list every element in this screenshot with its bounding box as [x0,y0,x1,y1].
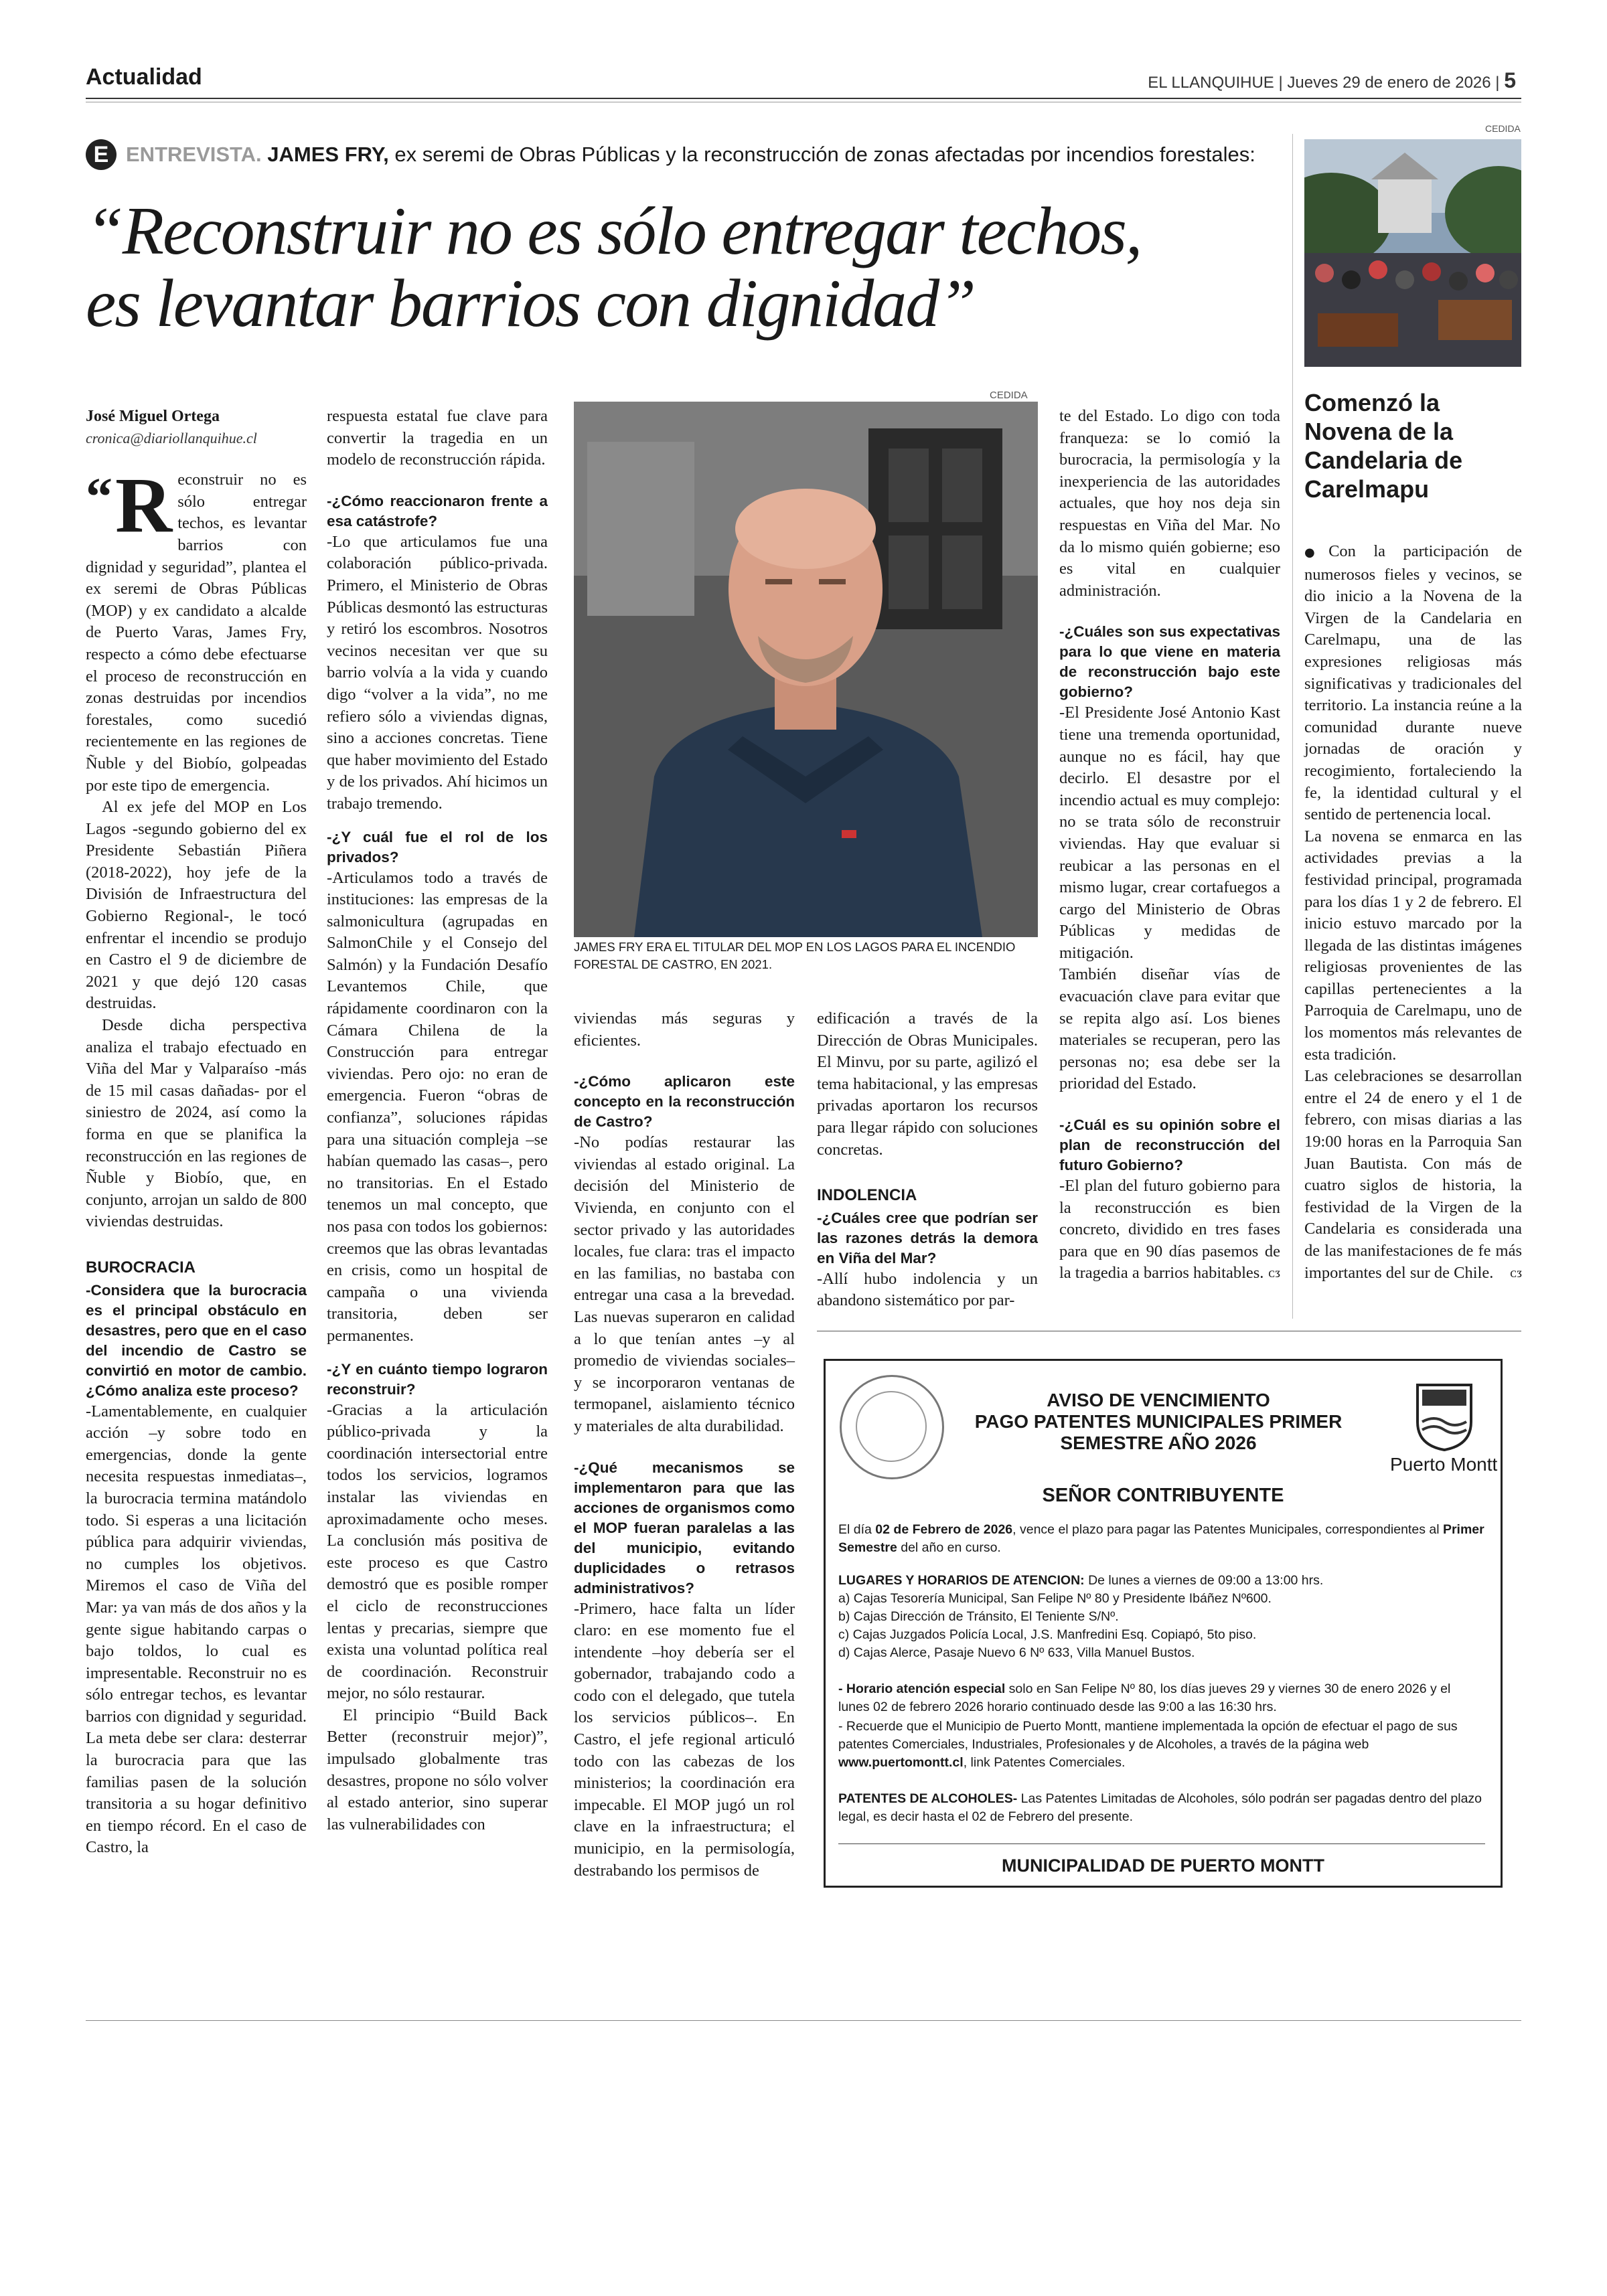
answer: -Lamentablemente, en cualquier acción –y sobre todo en emergencias, donde la gente necesita respuestas inmediatas–, la burocracia termina matándolo todo. Si esperas a una licitación pública para adquirir viviendas, no cumples los objetivos. Miremos el caso de Viña del Mar: ya van más de dos años y la gente sigue habitando carpas o bajo toldos, lo cual es impresentable. Reconstruir no es sólo entregar techos, es levantar barrios con dignidad y seguridad. La meta debe ser clara: desterrar la burocracia para que las familias pasen de la solución transitoria a su hogar definitivo en tiempo récord. En el caso de Castro, la [86,1402,307,1857]
footer-rule [86,2020,1521,2021]
bullet-icon: ● [1304,546,1329,560]
notice-special-hours [838,1680,1485,1716]
answer: -No podías restaurar las viviendas al estado original. La decisión del Ministerio de Vivienda, en conjunto con el sector privado y las autoridades locales, fue clara: tras el impacto en las familias, no bastaba con entregar una casa a la brevedad. Las nuevas superaron en calidad a lo que tenían antes –y al promedio de viviendas sociales– y se incorporaron ventanas de termopanel, aislamiento técnico y materiales de alta durabilidad. [574,1133,795,1435]
portrait-illustration [574,402,1038,937]
notice-title-line: PAGO PATENTES MUNICIPALES PRIMER [974,1411,1343,1432]
place-item: d) Cajas Alerce, Pasaje Nuevo 6 Nº 633, Villa Manuel Bustos. [838,1645,1195,1660]
question: -¿Cómo reaccionaron frente a esa catástrofe? [327,492,548,529]
photo-credit: CEDIDA [990,390,1028,401]
paragraph: viviendas más seguras y eficientes. [574,1009,795,1050]
text: De lunes a viernes de 09:00 a 13:00 hrs. [1084,1573,1324,1588]
headline-line-2: es levantar barrios con dignidad” [86,266,975,341]
special-label: - Horario atención especial [838,1682,1006,1696]
masthead [1148,68,1516,93]
notice-title [924,1390,1393,1454]
place-item: a) Cajas Tesorería Municipal, San Felipe Nº 80 y Presidente Ibáñez Nº600. [838,1591,1272,1606]
question: -Considera que la burocracia es el principal obstáculo en desastres, pero que en el caso del incendio de Castro se convirtió en motor de cambio. ¿Cómo analiza este proceso? [86,1281,307,1399]
header-rule [86,98,1521,99]
kicker-name: JAMES FRY, [267,143,389,166]
question: -¿Y en cuánto tiempo lograron reconstruir? [327,1360,548,1398]
answer: -Lo que articulamos fue una colaboración público-privada. Primero, el Ministerio de Obras Públicas desmontó las estructuras y retiró los escombros. Nosotros vecinos necesitan ver que su barrio volvía a la vida y cuando digo “volver a la vida”, no me refiero sólo a viviendas dignas, sino a acciones concretas. Tiene que haber movimiento del Estado y de los privados. Ahí hicimos un trabajo tremendo. [327,532,548,813]
notice-title-line: AVISO DE VENCIMIENTO [1047,1390,1270,1410]
website-link[interactable]: www.puertomontt.cl [838,1755,964,1770]
lead-paragraph [86,461,307,797]
end-mark: ᴄᴣ [1510,1265,1522,1281]
answer: -Gracias a la articulación público-privada y la coordinación intersectorial entre todos los servicios, logramos instalar las viviendas en aproximadamente ocho meses. La conclusión más positiva de este proceso es que Castro demostró que es posible romper el ciclo de reconstrucciones lentas y precarias, siempre que exista una voluntad política real de coordinación. Reconstruir mejor, no sólo restaurar. [327,1400,548,1703]
byline-email: cronica@diariollanquihue.cl [86,429,257,446]
subheading: BUROCRACIA [86,1258,196,1277]
headline-line-1: “Reconstruir no es sólo entregar techos, [86,193,1142,269]
paragraph: Al ex jefe del MOP en Los Lagos -segundo gobierno del ex Presidente Sebastián Piñera (2018-2022), hoy jefe de la División de Infraestructura del Gobierno Regional-, le tocó enfrentar el incendio se produjo en Castro el 9 de diciembre de 2021 y que dejó 120 casas destruidas. [86,798,307,1013]
deadline: 02 de Febrero de 2026 [875,1522,1013,1537]
headline [86,195,1264,340]
end-mark: ᴄᴣ [1268,1266,1280,1281]
question: -¿Qué mecanismos se implementaron para que las acciones de organismos como el MOP fueran paralelas a las del municipio, evitando duplicidades o retrasos administrativos? [574,1459,795,1596]
seal-inner-ring [856,1391,927,1462]
question: -¿Cuáles son sus expectativas para lo que viene en materia de reconstrucción bajo este gobierno? [1059,623,1280,701]
sidebar-title: Comenzó la Novena de la Candelaria de Carelmapu [1304,389,1463,503]
paragraph: La novena se enmarca en las actividades previas a la festividad principal, programada para los días 1 y 2 de febrero. El inicio estuvo marcado por la llegada de las distintas imágenes religiosas provenientes de las capillas pertenecientes a la Parroquia de Carelmapu, uno de los momentos más relevantes de esta tradición. [1304,827,1522,1064]
paragraph: respuesta estatal fue clave para convertir la tragedia en un modelo de reconstrucción rápida. [327,407,548,469]
brand-name: Puerto Montt [1390,1454,1498,1475]
alcohol-label: PATENTES DE ALCOHOLES- [838,1791,1018,1806]
notice-online [838,1718,1485,1772]
article-column-2 [327,406,548,1835]
semester: Primer Semestre [838,1522,1484,1555]
kicker-tag: ENTREVISTA. [126,143,262,166]
paragraph: El principio “Build Back Better (reconstruir mejor)”, impulsado globalmente tras desastres, propone no sólo volver al estado anterior, sino superar las vulnerabilidades con [327,1706,548,1833]
notice-footer-rule [838,1843,1485,1844]
separator: | [1495,74,1505,92]
byline-name: José Miguel Ortega [86,408,220,425]
text: solo en San Felipe Nº 80, los días jueves 29 y viernes 30 de enero 2026 y el lunes 02 de febrero 2026 horario continuado desde las 9:00 a las 16:30 hrs. [838,1682,1451,1714]
procession-illustration [1304,139,1521,367]
text: del año en curso. [897,1540,1001,1555]
paragraph: Desde dicha perspectiva analiza el trabajo efectuado en Viña del Mar y Valparaíso -más de 15 mil casas dañadas- por el siniestro de 2024, así como la forma en que se planifica la reconstrucción en las regiones de Ñuble y Biobío, que, en conjunto, arrojan un saldo de 800 viviendas destruidas. [86,1016,307,1231]
procession-photo [1304,139,1521,367]
article-column-5 [1059,406,1280,1285]
issue-date: Jueves 29 de enero de 2026 [1287,74,1491,92]
sidebar-photo-credit: CEDIDA [1485,123,1521,134]
answer: -Allí hubo indolencia y un abandono sistemático por par- [817,1269,1038,1310]
interview-badge-icon: E [86,139,117,170]
article-column-1 [86,406,307,1859]
notice-intro [838,1521,1485,1557]
paragraph: econstruir no es sólo entregar techos, es levantar barrios con dignidad y seguridad”, plantea el ex seremi de Obras Públicas (MOP) y ex candidato a alcalde de Puerto Varas, James Fry, respecto a cómo debe efectuarse el proceso de reconstrucción en zonas destruidas por incendios forestales, como sucedió recientemente en las regiones de Ñuble y del Biobío, golpeadas por este tipo de emergencia. [86,471,307,795]
place-item: b) Cajas Dirección de Tránsito, El Teniente S/Nº. [838,1609,1119,1624]
kicker [86,139,1257,170]
answer: -Primero, hace falta un líder claro: en ese momento fue el intendente –hoy debería ser el gobernador, trabajando codo a codo con el delegado, que tutela los servicios públicos–. En Castro, el jefe regional articuló todo con las cabezas de los ministerios; la coordinación era impecable. El MOP jugó un rol clave en la infraestructura; el municipio, en la permisología, destrabando los permisos de [574,1599,795,1880]
paragraph [1304,541,1522,826]
paragraph-text: Las celebraciones se desarrollan entre el 24 de enero y el 1 de febrero, con misas diarias a las 19:00 horas en la Parroquia San Juan Bautista. Con más de cuatro siglos de historia, la festividad de la Virgen de la Candelaria es considerada una de las manifestaciones de fe más importantes del sur de Chile. [1304,1067,1522,1282]
sidebar-body [1304,541,1522,1284]
notice-greeting: SEÑOR CONTRIBUYENTE [1042,1485,1284,1506]
subheading: INDOLENCIA [817,1186,917,1205]
paragraph: edificación a través de la Dirección de Obras Municipales. El Minvu, por su parte, agilizó el tema habitacional, y las empresas privadas aportaron los recursos para llegar rápido con soluciones concretas. [817,1009,1038,1159]
photo-caption: JAMES FRY ERA EL TITULAR DEL MOP EN LOS LAGOS PARA EL INCENDIO FORESTAL DE CASTRO, EN 2021. [574,940,1016,971]
paper-name: EL LLANQUIHUE [1148,74,1274,92]
answer [1059,1175,1280,1285]
answer: -Articulamos todo a través de instituciones: las empresas de la salmonicultura (agrupadas en SalmonChile y el Consejo del Salmón) y la Fundación Desafío Levantemos Chile, que rápidamente coordinaron con la Cámara Chilena de la Construcción para entregar viviendas. Pero ojo: no eran de emergencia. Fueron “obras de confianza”, soluciones rápidas para una situación compleja –se habían quemado las casas–, pero no transitorias. En el Estado tenemos un mal concepto, que nos pasa con todos los gobiernos: creemos que las obras levantadas en crisis, como un hospital de campaña o una vivienda transitoria, deben ser permanentes. [327,868,548,1345]
portrait-photo [574,402,1038,937]
article-column-3 [574,1008,795,1882]
separator: | [1278,74,1288,92]
place-item: c) Cajas Juzgados Policía Local, J.S. Manfredini Esq. Copiapó, 5to piso. [838,1627,1257,1642]
question: -¿Cómo aplicaron este concepto en la reconstrucción de Castro? [574,1073,795,1131]
notice-places [838,1572,1485,1662]
text: , link Patentes Comerciales. [963,1755,1126,1770]
text: - Recuerde que el Municipio de Puerto Montt, mantiene implementada la opción de efectuar el pago de sus patentes Comerciales, Industriales, Profesionales y de Alcoholes, a través de la página web [838,1719,1458,1752]
article-column-4 [817,1008,1038,1312]
places-label: LUGARES Y HORARIOS DE ATENCION: [838,1573,1085,1588]
paragraph-text: Con la participación de numerosos fieles y vecinos, se dio inicio a la Novena de la Virgen de la Candelaria en Carelmapu, una de las expresiones religiosas más significativas y tradicionales del territorio. La instancia reúne a la comunidad durante nueve jornadas de oración y recogimiento, fortaleciendo la fe, la identidad cultural y el sentido de pertenencia local. [1304,542,1522,824]
opening-quote-mark: “ [86,468,112,527]
text: El día [838,1522,876,1537]
notice-title-line: SEMESTRE AÑO 2026 [1060,1432,1257,1453]
paragraph: También diseñar vías de evacuación clave para evitar que se repita algo así. Los bienes materiales se recuperan, pero las personas no; esa debe ser la prioridad del Estado. [1059,965,1280,1093]
kicker-text: ex seremi de Obras Públicas y la reconstrucción de zonas afectadas por incendios forestales: [394,143,1255,166]
paragraph: te del Estado. Lo digo con toda franqueza: se lo comió la burocracia, la permisología y la inexperiencia de las autoridades actuales, que hoy nos deja sin respuestas en Viña del Mar. No da lo mismo quién gobierne; eso es vital en cualquier administración. [1059,407,1280,600]
column-divider [1292,134,1293,1319]
puerto-montt-shield-icon [1414,1382,1474,1451]
notice-alcohol [838,1790,1485,1826]
section-label: Actualidad [86,64,202,90]
question: -¿Cuáles cree que podrían ser las razones detrás la demora en Viña del Mar? [817,1209,1038,1266]
text: , vence el plazo para pagar las Patentes Municipales, correspondientes al [1012,1522,1443,1537]
notice-footer: MUNICIPALIDAD DE PUERTO MONTT [1002,1856,1324,1876]
question: -¿Y cuál fue el rol de los privados? [327,828,548,866]
text: Las Patentes Limitadas de Alcoholes, sólo podrán ser pagadas dentro del plazo legal, es decir hasta el 02 de Febrero del presente. [838,1791,1482,1824]
drop-cap: R [115,461,173,550]
page-number: 5 [1504,68,1516,92]
answer-text: -El plan del futuro gobierno para la reconstrucción es bien concreto, dividido en tres fases para que en 90 días pasemos de la tragedia a barrios habitables. [1059,1177,1280,1283]
answer: -El Presidente José Antonio Kast tiene una tremenda oportunidad, aunque no es fácil, hay que decirlo. El desastre por el incendio actual es muy complejo: no se trata sólo de reconstruir viviendas. Hay que evaluar si reubicar a las personas en el mismo lugar, crear cortafuegos a cargo del Ministerio de Obras Públicas y medidas de mitigación. [1059,704,1280,962]
question: -¿Cuál es su opinión sobre el plan de reconstrucción del futuro Gobierno? [1059,1117,1280,1174]
paragraph [1304,1066,1522,1284]
